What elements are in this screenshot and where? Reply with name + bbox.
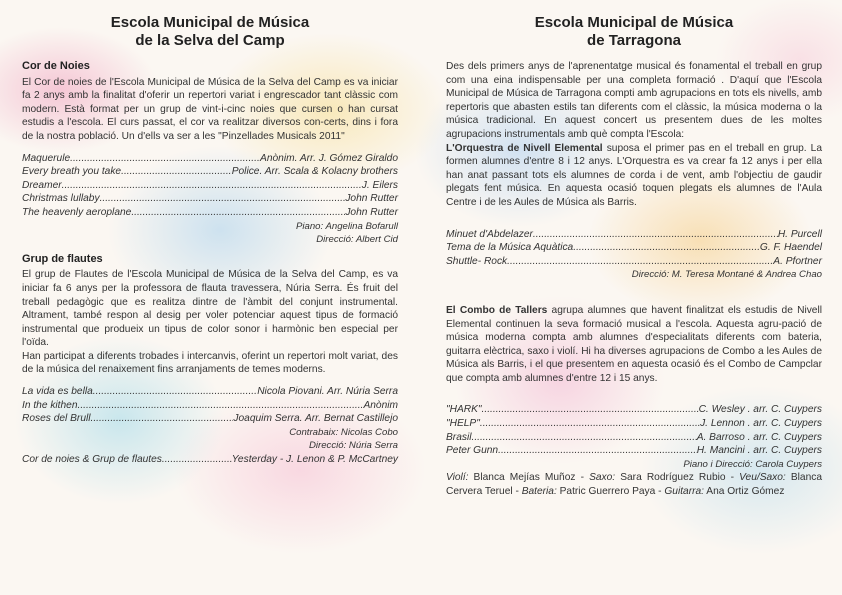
left-title [22,14,398,50]
orquestra-director-credit: Direcció: M. Teresa Montané & Andrea Chao [631,269,822,281]
combo-name: El Combo de Tallers [446,304,548,316]
combo-musicians: Violí: Blanca Mejías Muñoz - Saxo: Sara Rodríguez Rubio - Veu/Saxo: Blanca Cervera Teruel - Bateria: Patric Guerrero Paya - Guitarra: Ana Ortiz Gómez [446,472,823,498]
flautes-program [22,385,398,467]
program-item: "HARK" ..... C. Wesley . arr. C. Cuypers [446,403,822,417]
left-title-line1: Escola Municipal de Música [110,14,310,31]
left-column [22,14,398,467]
program-item: Peter Gunn ..... H. Mancini . arr. C. Cuypers [446,444,822,458]
flautes-heading: Grup de flautes [22,252,103,265]
program-item: Roses del Brull ..... Joaquim Serra. Arr. Bernat Castillejo [22,412,398,426]
flautes-description: El grup de Flautes de l'Escola Municipal de Música de la Selva del Camp, es va iniciar fa 6 anys per la professora de flauta travessera, Núria Serra. És fruit del treball pedagògic que es realitza dintre de l'àmbit del conjunt instrumental. Altrament, també respon al desig per voler potenciar aquest tipus de formació instrumental que produeix un tipus de color sonor i harmònic ben especial per l'oïda. [22,269,398,349]
tarragona-intro: Des dels primers anys de l'aprenentatge musical és fonamental el treball en grup com una eina indispensable per una completa formació . D'aquí que l'Escola Municipal de Música de Tarragona compti amb agrupacions en tots els nivells, amb repertoris que abasten estils tan diferents com el clàssic, la música moderna o la música tradicional. En aquest concert us presentem dues de les moltes agrupacions instrumentals amb què compta l'Escola: [446,61,822,140]
right-title [446,14,822,50]
program-item: Every breath you take ..... Police. Arr. Scala & Kolacny brothers [22,165,398,179]
right-column [446,14,822,499]
cor-heading: Cor de Noies [22,60,90,72]
cor-description: El Cor de noies de l'Escola Municipal de Música de la Selva del Camp es va iniciar fa 2 anys amb la finalitat d'oferir un repertori variat i engrescador tant clàssic com modern. Està format per un grup de vint-i-cinc noies que cursen o han cursat estudis a l'escola. El curs passat, el cor va realitzar diversos con-certs, dins i fora de la nostra població. Un d'ells va ser a les "Pinzellades Musicals 2011" [22,76,398,142]
cor-program [22,152,398,247]
right-title-line2: de Tarragona [587,32,681,49]
combo-director-credit: Piano i Direcció: Carola Cuypers [683,458,822,470]
left-title-line2: de la Selva del Camp [135,32,285,49]
program-item: Christmas lullaby ..... John Rutter [22,192,398,206]
orquestra-description: L'Orquestra de Nivell Elemental suposa el primer pas en el treball en grup. La formen alumnes d'entre 8 i 12 anys. L'Orquestra es va crear fa 12 anys i per ella han anat passant tots els alumnes de corda i de vent, amb l'objectiu de gaudir plegats fent música. En aquesta ocasió toquen plegats els alumnes de l'Aula Centre i de les Aules de Música als Barris. [446,142,822,208]
flautes-director-credit: Direcció: Núria Serra [308,440,398,452]
cor-piano-credit: Piano: Angelina Bofarull [295,220,398,232]
program-item: Shuttle- Rock ..... A. Pfortner [446,255,822,269]
program-item: Maquerule ..... Anònim. Arr. J. Gómez Giraldo [22,152,398,166]
program-item: Dreamer ..... J. Eilers [22,179,398,193]
orquestra-program [446,228,822,282]
flautes-description-2: Han participat a diferents trobades i intercanvis, oferint un repertori molt variat, des de la música del renaixement fins arranjaments de temes moderns. [22,350,398,376]
combo-description: El Combo de Tallers agrupa alumnes que havent finalitzat els estudis de Nivell Elemental continuen la seva formació musical a l'escola. Aquesta agru-pació de música moderna compta amb alumnes d'especialitats diferents com bateria, guitarra elèctrica, saxo i violí. Hi ha diverses agrupacions de Combo a les Aules de Música als Barris, i el que presentem en aquesta ocasió és el Combo de Campclar que compta amb alumnes d'entre 12 i 15 anys. [446,304,822,384]
program-item: La vida es bella ..... Nicola Piovani. Arr. Núria Serra [22,385,398,399]
combo-program [446,403,822,471]
flautes-contrabass-credit: Contrabaix: Nicolas Cobo [289,426,398,438]
program-item: In the kithen ..... Anònim [22,399,398,413]
program-item: The heavenly aeroplane ..... John Rutter [22,206,398,220]
program-item-final: Cor de noies & Grup de flautes ..... Yesterday - J. Lenon & P. McCartney [22,453,398,467]
orquestra-name: L'Orquestra de Nivell Elemental [446,142,603,154]
program-item: Brasil ..... A. Barroso . arr. C. Cuypers [446,431,822,445]
cor-director-credit: Direcció: Albert Cid [316,234,398,246]
right-title-line1: Escola Municipal de Música [534,14,734,31]
program-item: Tema de la Música Aquàtica ..... G. F. Haendel [446,241,822,255]
program-item: Minuet d'Abdelazer ..... H. Purcell [446,228,822,242]
program-item: "HELP" ..... J. Lennon . arr. C. Cuypers [446,417,822,431]
